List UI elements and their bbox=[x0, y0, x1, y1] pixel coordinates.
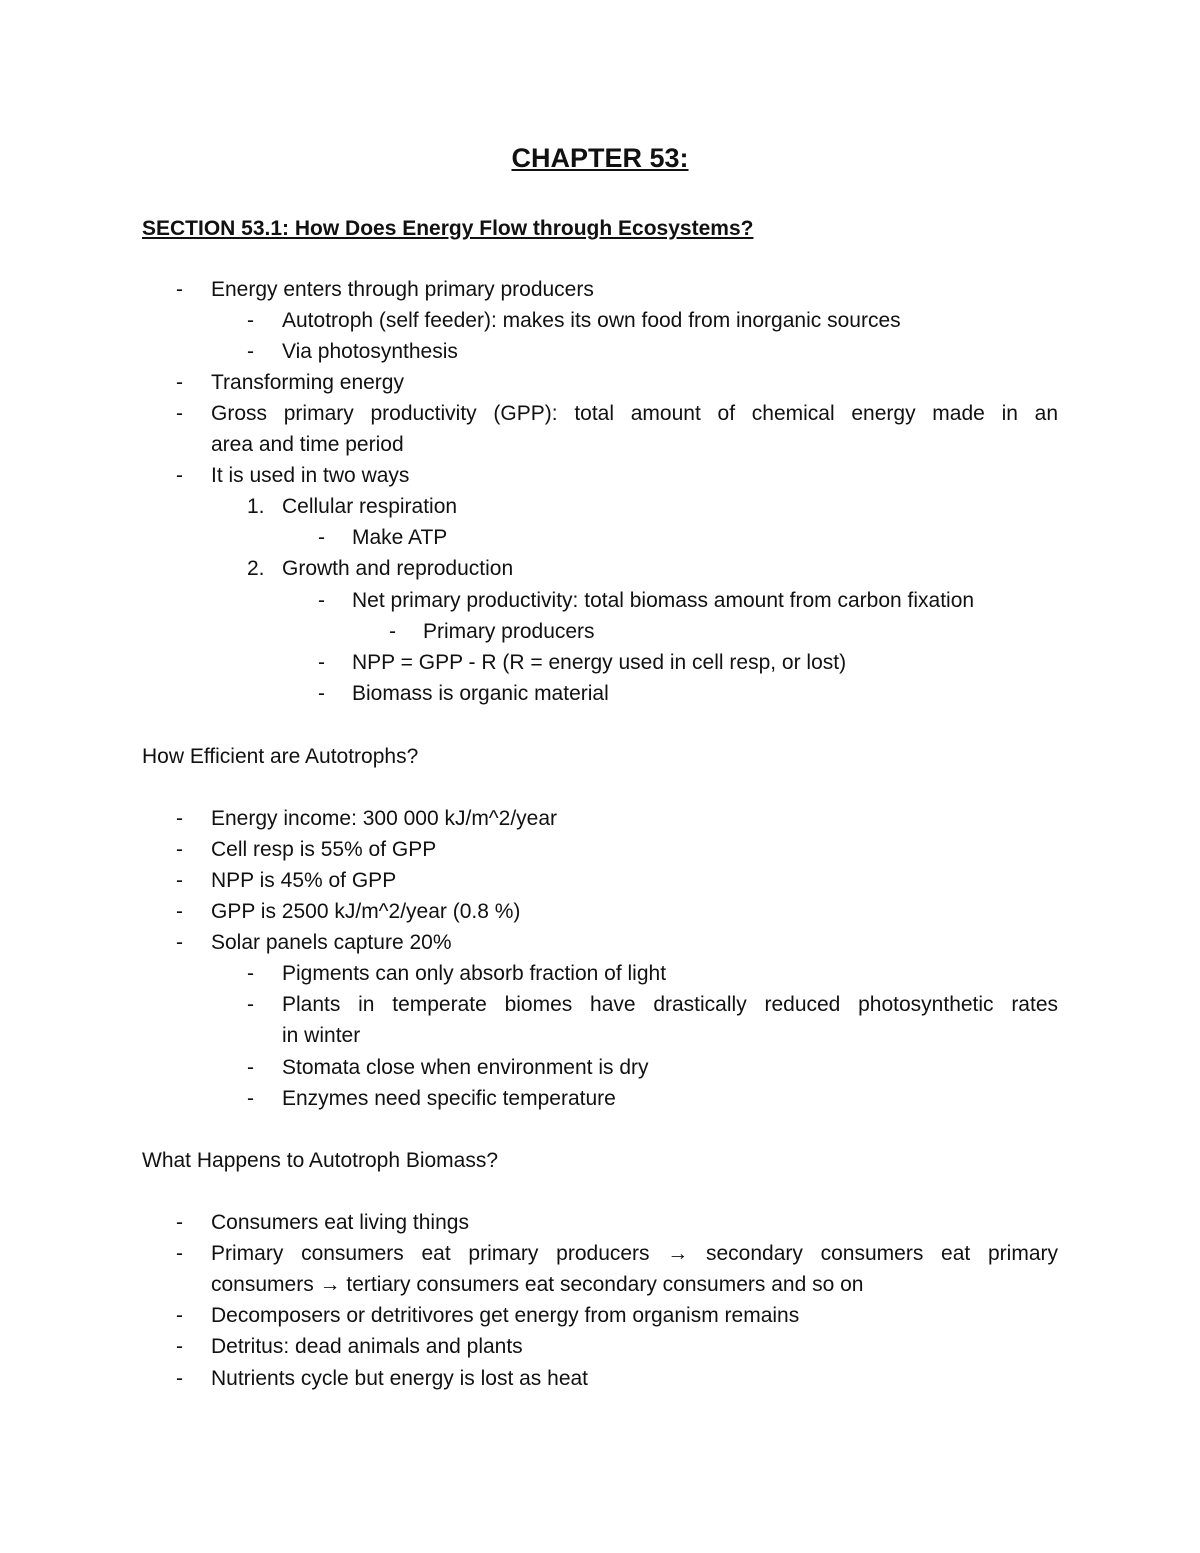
list-item-text: NPP = GPP - R (R = energy used in cell resp, or lost) bbox=[352, 651, 847, 674]
section-heading: SECTION 53.1: How Does Energy Flow through Ecosystems? bbox=[142, 217, 754, 240]
bullet-dash: - bbox=[318, 682, 325, 705]
bullet-dash: - bbox=[247, 962, 254, 985]
list-item-text: Net primary productivity: total biomass amount from carbon fixation bbox=[352, 589, 975, 612]
list-item-text: NPP is 45% of GPP bbox=[211, 869, 397, 892]
list-item-text: area and time period bbox=[211, 433, 404, 456]
list-item-text: Pigments can only absorb fraction of light bbox=[282, 962, 667, 985]
list-item-text: Enzymes need specific temperature bbox=[282, 1087, 616, 1110]
bullet-dash: - bbox=[247, 993, 254, 1016]
bullet-dash: - bbox=[247, 1056, 254, 1079]
list-item-text: Energy income: 300 000 kJ/m^2/year bbox=[211, 807, 558, 830]
list-item-text: in winter bbox=[282, 1024, 361, 1047]
list-item-text: Via photosynthesis bbox=[282, 340, 458, 363]
bullet-dash: - bbox=[176, 931, 183, 954]
list-item-text: It is used in two ways bbox=[211, 464, 410, 487]
bullet-dash: - bbox=[318, 526, 325, 549]
list-item-text: Consumers eat living things bbox=[211, 1211, 469, 1234]
list-item-text: Cellular respiration bbox=[282, 495, 458, 518]
list-item-text: Solar panels capture 20% bbox=[211, 931, 452, 954]
chapter-title: CHAPTER 53: bbox=[511, 143, 689, 173]
bullet-dash: - bbox=[247, 340, 254, 363]
bullet-dash: - bbox=[176, 1211, 183, 1234]
list-item-text: Detritus: dead animals and plants bbox=[211, 1335, 523, 1358]
bullet-dash: - bbox=[176, 869, 183, 892]
bullet-dash: - bbox=[247, 1087, 254, 1110]
bullet-dash: - bbox=[176, 1367, 183, 1390]
bullet-dash: - bbox=[176, 402, 183, 425]
list-item-text: Gross primary productivity (GPP): total amount of chemical energy made in an bbox=[211, 402, 1058, 425]
bullet-dash: - bbox=[176, 464, 183, 487]
bullet-dash: - bbox=[318, 589, 325, 612]
list-item-text: Biomass is organic material bbox=[352, 682, 609, 705]
bullet-dash: - bbox=[247, 309, 254, 332]
bullet-dash: - bbox=[176, 278, 183, 301]
bullet-dash: - bbox=[176, 838, 183, 861]
list-number: 2. bbox=[247, 557, 265, 580]
bullet-dash: - bbox=[176, 1335, 183, 1358]
list-item-text: Plants in temperate biomes have drastically reduced photosynthetic rates bbox=[282, 993, 1058, 1016]
bullet-dash: - bbox=[389, 620, 396, 643]
list-item-text: Cell resp is 55% of GPP bbox=[211, 838, 437, 861]
bullet-dash: - bbox=[176, 1304, 183, 1327]
list-item-text: Primary consumers eat primary producers → secondary consumers eat primary bbox=[211, 1242, 1058, 1265]
bullet-dash: - bbox=[176, 900, 183, 923]
list-item-text: Growth and reproduction bbox=[282, 557, 514, 580]
list-item-text: Stomata close when environment is dry bbox=[282, 1056, 649, 1079]
bullet-dash: - bbox=[176, 807, 183, 830]
list-item-text: Transforming energy bbox=[211, 371, 404, 394]
list-item-text: Nutrients cycle but energy is lost as heat bbox=[211, 1367, 589, 1390]
list-item-text: Decomposers or detritivores get energy from organism remains bbox=[211, 1304, 800, 1327]
list-item-text: Primary producers bbox=[423, 620, 595, 643]
list-item-text: GPP is 2500 kJ/m^2/year (0.8 %) bbox=[211, 900, 521, 923]
bullet-dash: - bbox=[176, 371, 183, 394]
list-item-text: Make ATP bbox=[352, 526, 448, 549]
list-item-text: Autotroph (self feeder): makes its own food from inorganic sources bbox=[282, 309, 901, 332]
biomass-heading: What Happens to Autotroph Biomass? bbox=[142, 1149, 499, 1172]
efficiency-heading: How Efficient are Autotrophs? bbox=[142, 745, 419, 768]
bullet-dash: - bbox=[176, 1242, 183, 1265]
bullet-dash: - bbox=[318, 651, 325, 674]
list-item-text: consumers → tertiary consumers eat secondary consumers and so on bbox=[211, 1273, 864, 1296]
list-item-text: Energy enters through primary producers bbox=[211, 278, 594, 301]
list-number: 1. bbox=[247, 495, 265, 518]
